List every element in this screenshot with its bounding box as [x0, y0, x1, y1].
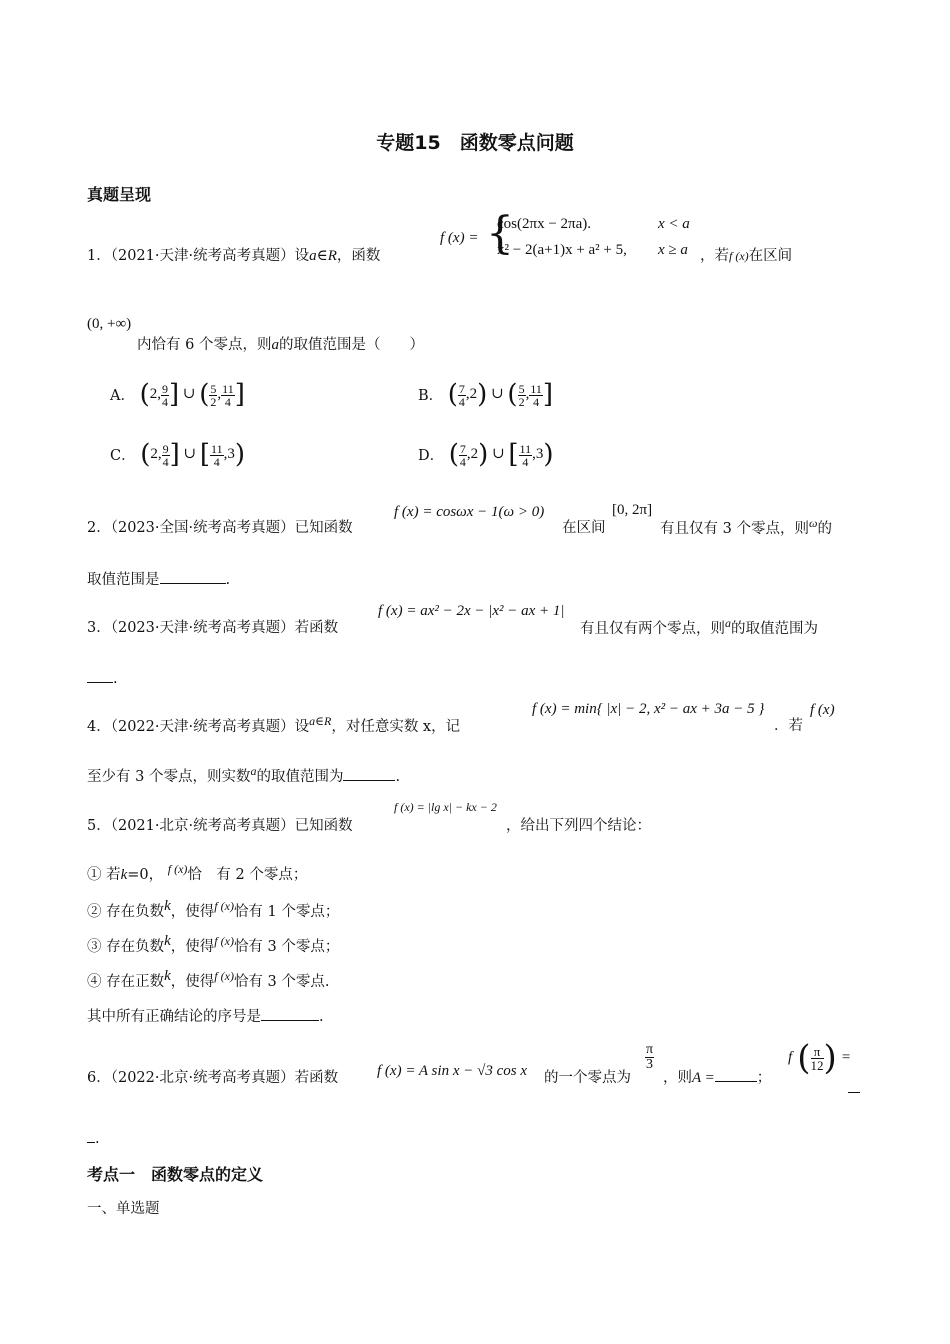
q2-line2 [87, 568, 230, 589]
q1-option-c-label: C． [110, 447, 136, 464]
subsection-heading-1: 一、单选题 [87, 1201, 160, 1217]
q5-item-2-post: 恰有 1 个零点； [233, 903, 340, 920]
q1-condition: a∈R [309, 248, 337, 264]
q3-function: f (x) = ax² − 2x − |x² − ax + 1| [378, 603, 565, 619]
q1-option-a-expr: (2, $\frac{9}{4}$ ] ∪ ( $\frac{5}{2}$ , $\frac{11}{4}$ ] [139, 380, 245, 410]
q2-line1 [87, 516, 353, 537]
q6-text-b: 的一个零点为 [544, 1070, 631, 1086]
q5-item-1-k: k [120, 866, 128, 883]
q4-text-a: 设 [294, 718, 310, 735]
q6-arg-den: 12 [810, 1057, 824, 1073]
q3-text-a: 若函数 [294, 620, 339, 636]
q2-text-d: 的 [817, 520, 832, 537]
q5-item-2-mark: ② [87, 903, 102, 920]
q1-text-d: 在区间 [748, 248, 793, 264]
q5-text-b: ，给出下列四个结论： [506, 818, 651, 834]
q5-answer-blank[interactable] [261, 1006, 319, 1021]
q1-line2 [137, 333, 424, 354]
q5-item-2-pre: 存在负数 [106, 903, 165, 920]
q5-function: f (x) = |lg x| − kx − 2 [394, 800, 497, 814]
q2-line1-tail [660, 516, 832, 538]
q3-answer-blank[interactable] [87, 668, 113, 683]
q6-zero-den: 3 [646, 1057, 654, 1072]
section-heading-1: 考点一 函数零点的定义 [87, 1165, 264, 1184]
q5-item-3-fx: f (x) [214, 934, 234, 948]
q4-text-d: 至少有 3 个零点，则实数 [87, 768, 251, 785]
q6-zero-num: π [646, 1042, 654, 1057]
q6-answer-blank-b-start[interactable] [848, 1078, 860, 1097]
q4-text-b: ，对任意实数 x，记 [331, 718, 461, 735]
q5-item-1-mark: ① [87, 866, 102, 883]
q1-piecewise-function [440, 208, 710, 264]
q5-item-2-mid: ，使得 [170, 903, 215, 920]
q1-text-f: 的取值范围是（ ） [278, 337, 424, 353]
q6-arg-num: π [811, 1045, 824, 1059]
q5-item-4-mark: ④ [87, 973, 102, 990]
q4-line1 [87, 714, 460, 736]
q6-eq-a: A = [692, 1070, 715, 1086]
q1-text-a: 设 [294, 248, 310, 264]
q1-option-d[interactable] [418, 440, 554, 470]
q5-item-1 [87, 862, 307, 884]
q1-line1-tail [700, 244, 792, 265]
q5-item-1-post: 恰 有 2 个零点； [187, 866, 308, 883]
q4-fx: f (x) [810, 702, 835, 718]
q6-number: 6． [87, 1070, 111, 1086]
q3-var-a: a [725, 616, 731, 630]
q2-interval: [0, 2π] [612, 502, 653, 518]
q1-option-d-expr: ( $\frac{7}{4}$ ,2) ∪ [ $\frac{11}{4}$ ,3) [448, 440, 554, 470]
q5-item-3-k: k [164, 933, 171, 949]
q2-text-c: 有且仅有 3 个零点，则 [660, 520, 809, 537]
q4-line2 [87, 764, 400, 786]
q2-function: f (x) = cosωx − 1(ω > 0) [394, 504, 545, 520]
q4-source: （2022·天津·统考高考真题） [110, 718, 295, 735]
q2-number: 2． [87, 520, 111, 536]
q1-option-a-label: A． [110, 387, 135, 404]
q5-item-2 [87, 898, 339, 921]
q6-line1 [87, 1066, 338, 1087]
q6-text-c: ，则 [663, 1070, 692, 1086]
q4-function: f (x) = min{ |x| − 2, x² − ax + 3a − 5 } [532, 701, 765, 717]
q6-source: （2022·北京·统考高考真题） [110, 1070, 295, 1086]
q4-text-e: 的取值范围为 [256, 768, 344, 785]
q1-interval: (0, +∞) [87, 316, 132, 332]
q2-omega: ω [808, 516, 818, 530]
q1-case2: x² − 2(a+1)x + a² + 5, [497, 242, 627, 258]
q2-text-f: . [225, 572, 231, 588]
q5-item-3-mark: ③ [87, 938, 102, 955]
q5-item-2-fx: f (x) [214, 899, 234, 913]
q5-item-4-mid: ，使得 [170, 973, 215, 990]
q5-conclusion [87, 1005, 324, 1026]
q1-option-b[interactable] [418, 380, 553, 410]
q6-text-a: 若函数 [294, 1070, 339, 1086]
q6-end: . [95, 1131, 100, 1147]
q3-line1-tail [580, 616, 818, 638]
q6-answer-blank-a[interactable] [715, 1067, 757, 1082]
q5-item-1-fx: f (x) [167, 862, 188, 876]
q1-option-a[interactable] [110, 380, 245, 410]
q3-source: （2023·天津·统考高考真题） [110, 620, 295, 636]
q5-item-4-post: 恰有 3 个零点. [233, 973, 330, 990]
q3-number: 3． [87, 620, 111, 636]
q3-text-b: 有且仅有两个零点，则 [580, 620, 725, 637]
q5-item-3 [87, 933, 339, 956]
q5-number: 5． [87, 818, 111, 834]
q3-line1 [87, 616, 338, 637]
q5-item-4-k: k [164, 968, 171, 984]
q2-answer-blank[interactable] [160, 569, 226, 584]
q1-text-e: 内恰有 6 个零点，则 [137, 337, 272, 353]
q6-semicolon: ； [756, 1070, 772, 1086]
q5-line1 [87, 814, 353, 835]
q5-item-3-mid: ，使得 [170, 938, 215, 955]
q2-text-b: 在区间 [562, 520, 606, 536]
q6-f-pi12: f ( $\frac{\pi}{12}$ ) = [788, 1038, 851, 1078]
q1-case2-cond: x ≥ a [658, 242, 688, 258]
q1-case1: cos(2πx − 2πa). [497, 216, 591, 232]
q2-text-e: 取值范围是 [87, 572, 160, 588]
q5-item-4 [87, 968, 330, 991]
q1-text-b: ，函数 [336, 248, 381, 264]
q5-item-2-k: k [164, 898, 171, 914]
q4-answer-blank[interactable] [343, 766, 395, 781]
q6-line2 [87, 1128, 100, 1147]
q1-text-c: ，若 [700, 248, 729, 264]
q5-item-4-pre: 存在正数 [106, 973, 165, 990]
q1-source: （2021·天津·统考高考真题） [110, 248, 295, 264]
page-title: 专题15 函数零点问题 [376, 132, 574, 154]
q5-source: （2021·北京·统考高考真题） [110, 818, 295, 834]
q3-text-c: 的取值范围为 [731, 620, 818, 637]
q1-option-d-label: D． [418, 447, 445, 464]
q6-f-pre: f [788, 1049, 793, 1066]
q5-item-1-pre: 若 [106, 866, 121, 883]
q6-function: f (x) = A sin x − √3 cos x [377, 1063, 527, 1079]
q6-answer-blank-b[interactable] [87, 1128, 95, 1143]
q5-item-4-fx: f (x) [214, 969, 234, 983]
q1-fx: f (x) [729, 249, 749, 263]
q1-line1 [87, 244, 380, 265]
q1-number: 1． [87, 248, 111, 264]
q5-text-a: 已知函数 [294, 818, 353, 834]
q4-number: 4． [87, 718, 111, 735]
q2-source: （2023·全国·统考高考真题） [110, 520, 295, 536]
q1-var-a: a [271, 337, 279, 353]
q5-end: . [319, 1009, 324, 1025]
q3-line2 [87, 668, 118, 687]
q1-option-c[interactable] [110, 440, 245, 470]
q1-f-lhs: f (x) = [440, 230, 479, 246]
q1-option-b-expr: ( $\frac{7}{4}$ ,2) ∪ ( $\frac{5}{2}$ , $\frac{11}{4}$ ] [447, 380, 554, 410]
q5-item-1-mid: =0， [127, 866, 164, 883]
q1-option-b-label: B． [418, 387, 444, 404]
q1-option-c-expr: (2, $\frac{9}{4}$ ] ∪ [ $\frac{11}{4}$ ,3) [140, 440, 245, 470]
q4-line1-tail [774, 714, 803, 735]
q5-conclusion-text: 其中所有正确结论的序号是 [87, 1009, 261, 1025]
q5-item-3-post: 恰有 3 个零点； [233, 938, 340, 955]
q1-brace: { [486, 208, 514, 259]
q6-zero-fraction [645, 1043, 654, 1072]
q4-condition: a∈R [309, 714, 332, 728]
section-heading-real-exams: 真题呈现 [87, 185, 152, 204]
q2-text-a: 已知函数 [294, 520, 353, 536]
q4-text-f: . [395, 768, 401, 785]
q4-text-c: ．若 [774, 718, 803, 734]
q6-line1-mid [663, 1066, 771, 1087]
q1-case1-cond: x < a [658, 216, 690, 232]
q6-eq: = [841, 1049, 851, 1066]
q5-item-3-pre: 存在负数 [106, 938, 165, 955]
q4-var-a: a [250, 764, 257, 778]
q3-text-d: . [113, 671, 118, 687]
